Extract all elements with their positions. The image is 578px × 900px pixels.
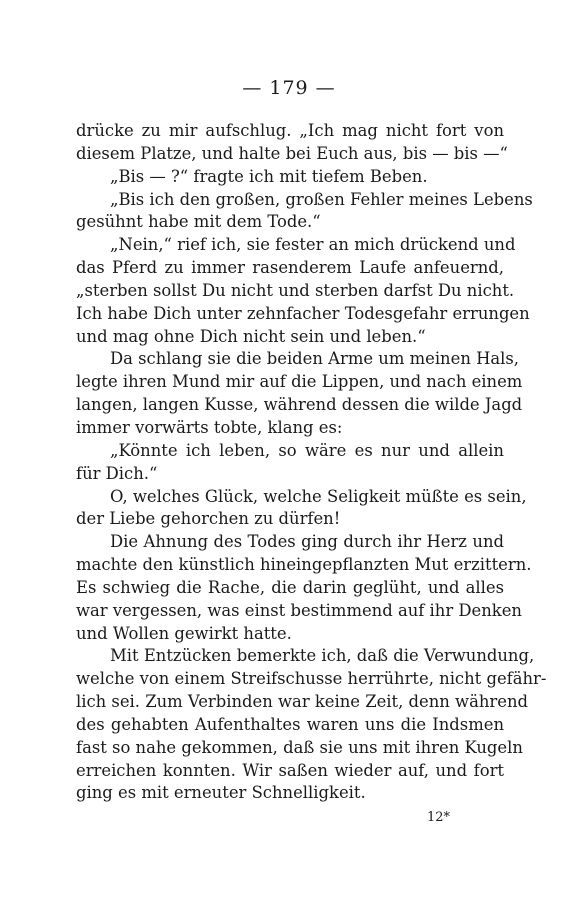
text-line: legte ihren Mund mir auf die Lippen, und nach einem	[76, 372, 523, 392]
text-line: gesühnt habe mit dem Tode.“	[76, 212, 321, 232]
text-line: machte den künstlich hineingepflanzten Mut erzittern.	[76, 555, 532, 575]
page-body-text	[76, 120, 547, 805]
text-line: lich sei. Zum Verbinden war keine Zeit, denn während	[76, 692, 528, 712]
text-line: „Könnte ich leben, so wäre es nur und allein	[110, 440, 504, 460]
text-line: der Liebe gehorchen zu dürfen!	[76, 509, 341, 529]
text-line: war vergessen, was einst bestimmend auf ihr Denken	[76, 600, 522, 620]
text-line: fast so nahe gekommen, daß sie uns mit ihren Kugeln	[76, 737, 523, 757]
text-line: diesem Platze, und halte bei Euch aus, bis — bis —“	[76, 143, 508, 163]
text-line: „Bis ich den großen, großen Fehler meines Lebens	[110, 189, 533, 209]
text-line: „Nein,“ rief ich, sie fester an mich drückend und	[110, 235, 516, 255]
text-line: O, welches Glück, welche Seligkeit müßte es sein,	[110, 486, 527, 506]
text-line: Mit Entzücken bemerkte ich, daß die Verwundung,	[110, 646, 535, 666]
text-line: „Bis — ?“ fragte ich mit tiefem Beben.	[110, 166, 428, 186]
text-line: Ich habe Dich unter zehnfacher Todesgefahr errungen	[76, 303, 530, 323]
text-line: des gehabten Aufenthaltes waren uns die Indsmen	[76, 714, 504, 734]
text-line: und Wollen gewirkt hatte.	[76, 623, 292, 643]
text-line: welche von einem Streifschusse herrührte, nicht gefähr-	[76, 669, 547, 689]
text-line: immer vorwärts tobte, klang es:	[76, 417, 343, 437]
text-line: „sterben sollst Du nicht und sterben darfst Du nicht.	[76, 280, 515, 300]
text-line: Die Ahnung des Todes ging durch ihr Herz und	[110, 532, 504, 552]
page-number: — 179 —	[242, 77, 336, 99]
text-line: das Pferd zu immer rasenderem Laufe anfeuernd,	[76, 258, 504, 278]
text-line: langen, langen Kusse, während dessen die wilde Jagd	[76, 395, 523, 415]
printer-signature-mark: 12*	[426, 810, 450, 825]
text-line: Es schwieg die Rache, die darin geglüht, und alles	[76, 577, 504, 597]
text-line: ging es mit erneuter Schnelligkeit.	[76, 783, 366, 803]
text-line: für Dich.“	[76, 463, 158, 483]
text-line: Da schlang sie die beiden Arme um meinen Hals,	[110, 349, 520, 369]
text-line: erreichen konnten. Wir saßen wieder auf, und fort	[76, 760, 504, 780]
text-line: drücke zu mir aufschlug. „Ich mag nicht fort von	[76, 121, 504, 140]
text-line: und mag ohne Dich nicht sein und leben.“	[76, 326, 426, 346]
